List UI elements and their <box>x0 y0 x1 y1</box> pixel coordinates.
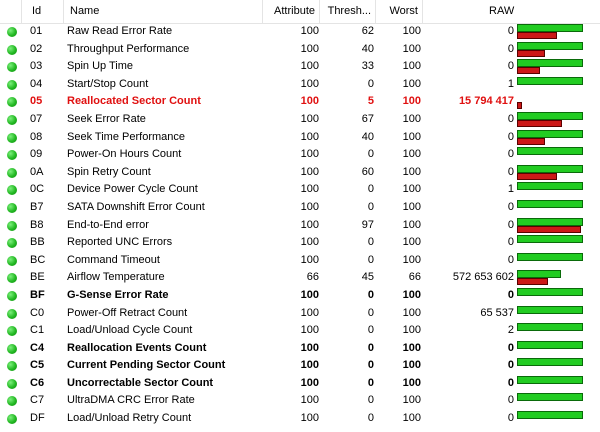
attribute-value: 100 <box>300 130 319 143</box>
health-bars <box>517 112 583 128</box>
threshold-bar <box>517 67 540 74</box>
attribute-threshold: 0 <box>367 253 374 266</box>
threshold-bar <box>517 226 581 233</box>
attribute-id: 01 <box>30 25 43 37</box>
attribute-worst: 100 <box>402 112 421 125</box>
attribute-worst: 100 <box>402 324 421 337</box>
health-bar <box>517 165 583 173</box>
attribute-name: Seek Time Performance <box>67 130 185 143</box>
attribute-worst: 100 <box>402 148 421 161</box>
attribute-raw: 0 <box>507 394 514 407</box>
health-bars <box>517 77 583 93</box>
column-header-worst[interactable]: Worst <box>376 0 423 23</box>
attribute-id: 03 <box>30 60 43 73</box>
attribute-worst: 100 <box>402 25 421 37</box>
status-ok-icon <box>7 27 17 37</box>
attribute-raw: 0 <box>507 218 514 231</box>
attribute-threshold: 0 <box>367 359 374 372</box>
health-bars <box>517 288 583 304</box>
column-header-name[interactable]: Name <box>64 0 263 23</box>
health-bars <box>517 411 583 427</box>
status-ok-icon <box>7 168 17 178</box>
attribute-threshold: 5 <box>367 95 374 108</box>
attribute-raw: 0 <box>507 130 514 143</box>
health-bar <box>517 235 583 243</box>
health-bars <box>517 341 583 357</box>
status-ok-icon <box>7 80 17 90</box>
attribute-name: Current Pending Sector Count <box>67 359 226 372</box>
status-ok-icon <box>7 203 17 213</box>
health-bars <box>517 358 583 374</box>
attribute-threshold: 40 <box>361 42 374 55</box>
attribute-value: 100 <box>300 324 319 337</box>
table-row[interactable] <box>0 234 600 252</box>
attribute-name: Raw Read Error Rate <box>67 25 173 37</box>
attribute-value: 100 <box>300 95 319 108</box>
health-bar <box>517 341 583 349</box>
attribute-id: C0 <box>30 306 45 319</box>
status-ok-icon <box>7 238 17 248</box>
attribute-threshold: 0 <box>367 376 374 389</box>
status-ok-icon <box>7 62 17 72</box>
attribute-name: Power-On Hours Count <box>67 148 182 161</box>
attribute-threshold: 0 <box>367 183 374 196</box>
attribute-value: 100 <box>300 165 319 178</box>
attribute-id: C6 <box>30 376 45 389</box>
status-ok-icon <box>7 273 17 283</box>
health-bars <box>517 393 583 409</box>
attribute-threshold: 0 <box>367 288 374 301</box>
attribute-id: 08 <box>30 130 43 143</box>
health-bar <box>517 306 583 314</box>
table-row[interactable] <box>0 217 600 235</box>
attribute-name: SATA Downshift Error Count <box>67 200 205 213</box>
attribute-value: 100 <box>300 288 319 301</box>
status-ok-icon <box>7 185 17 195</box>
threshold-bar <box>517 120 562 127</box>
attribute-id: BE <box>30 271 45 284</box>
health-bars <box>517 130 583 146</box>
health-bars <box>517 200 583 216</box>
status-ok-icon <box>7 344 17 354</box>
column-header-threshold[interactable]: Thresh... <box>320 0 376 23</box>
health-bars <box>517 253 583 269</box>
attribute-id: BB <box>30 236 45 249</box>
attribute-worst: 100 <box>402 183 421 196</box>
health-bars <box>517 147 583 163</box>
table-row[interactable] <box>0 41 600 59</box>
table-row[interactable] <box>0 76 600 94</box>
table-row[interactable] <box>0 58 600 76</box>
health-bar <box>517 130 583 138</box>
health-bar <box>517 288 583 296</box>
attribute-raw: 0 <box>507 376 514 389</box>
attribute-worst: 100 <box>402 306 421 319</box>
attribute-name: Power-Off Retract Count <box>67 306 188 319</box>
attribute-value: 100 <box>300 200 319 213</box>
status-ok-icon <box>7 309 17 319</box>
health-bar <box>517 77 583 85</box>
status-ok-icon <box>7 45 17 55</box>
health-bar <box>517 112 583 120</box>
attribute-raw: 1 <box>507 183 514 196</box>
attribute-id: BC <box>30 253 46 266</box>
status-ok-icon <box>7 97 17 107</box>
attribute-value: 66 <box>306 271 319 284</box>
health-bar <box>517 253 583 261</box>
status-ok-icon <box>7 361 17 371</box>
attribute-value: 100 <box>300 253 319 266</box>
column-header-raw[interactable]: RAW <box>489 5 515 17</box>
status-ok-icon <box>7 150 17 160</box>
column-header-id[interactable]: Id <box>22 0 64 23</box>
status-ok-icon <box>7 379 17 389</box>
attribute-raw: 0 <box>507 359 514 372</box>
attribute-worst: 100 <box>402 394 421 407</box>
attribute-raw: 0 <box>507 112 514 125</box>
attribute-worst: 100 <box>402 60 421 73</box>
attribute-id: 09 <box>30 148 43 161</box>
attribute-worst: 100 <box>402 130 421 143</box>
table-row[interactable] <box>0 111 600 129</box>
attribute-raw: 0 <box>507 288 514 301</box>
table-row[interactable] <box>0 146 600 164</box>
table-row[interactable] <box>0 357 600 375</box>
threshold-bar <box>517 102 522 109</box>
health-bar <box>517 411 583 419</box>
status-ok-icon <box>7 133 17 143</box>
table-row[interactable] <box>0 305 600 323</box>
threshold-bar <box>517 138 545 145</box>
health-bars <box>517 235 583 251</box>
attribute-raw: 1 <box>507 77 514 90</box>
attribute-value: 100 <box>300 183 319 196</box>
attribute-raw: 0 <box>507 200 514 213</box>
attribute-value: 100 <box>300 359 319 372</box>
attribute-raw: 0 <box>507 253 514 266</box>
attribute-raw: 0 <box>507 165 514 178</box>
attribute-raw: 572 653 602 <box>452 271 514 284</box>
health-bars <box>517 323 583 339</box>
attribute-raw: 0 <box>507 25 514 37</box>
attribute-raw: 0 <box>507 42 514 55</box>
health-bar <box>517 376 583 384</box>
health-bar <box>517 323 583 331</box>
table-row[interactable] <box>0 322 600 340</box>
threshold-bar <box>517 32 557 39</box>
table-row[interactable] <box>0 269 600 287</box>
table-row[interactable] <box>0 392 600 410</box>
attribute-id: DF <box>30 412 45 425</box>
attribute-value: 100 <box>300 394 319 407</box>
health-bars <box>517 165 583 181</box>
attribute-name: Device Power Cycle Count <box>67 183 198 196</box>
health-bars <box>517 306 583 322</box>
status-ok-icon <box>7 115 17 125</box>
attribute-id: BF <box>30 288 45 301</box>
attribute-name: UltraDMA CRC Error Rate <box>67 394 195 407</box>
attribute-threshold: 0 <box>367 341 374 354</box>
attribute-worst: 100 <box>402 42 421 55</box>
threshold-bar <box>517 50 545 57</box>
attribute-name: End-to-End error <box>67 218 149 231</box>
threshold-bar <box>517 278 548 285</box>
attribute-threshold: 0 <box>367 200 374 213</box>
attribute-name: Throughput Performance <box>67 42 190 55</box>
attribute-value: 100 <box>300 25 319 37</box>
attribute-id: 0C <box>30 183 45 196</box>
attribute-worst: 100 <box>402 288 421 301</box>
column-header-status[interactable] <box>0 0 22 23</box>
attribute-name: G-Sense Error Rate <box>67 288 169 301</box>
attribute-id: C4 <box>30 341 45 354</box>
attribute-worst: 100 <box>402 218 421 231</box>
attribute-id: C7 <box>30 394 45 407</box>
attribute-id: 07 <box>30 112 43 125</box>
health-bars <box>517 376 583 392</box>
attribute-name: Load/Unload Retry Count <box>67 412 192 425</box>
attribute-name: Command Timeout <box>67 253 160 266</box>
table-header <box>0 0 600 24</box>
attribute-name: Load/Unload Cycle Count <box>67 324 193 337</box>
attribute-id: C5 <box>30 359 45 372</box>
attribute-value: 100 <box>300 341 319 354</box>
attribute-raw: 15 794 417 <box>458 95 514 108</box>
attribute-name: Spin Up Time <box>67 60 134 73</box>
attribute-worst: 100 <box>402 376 421 389</box>
attribute-threshold: 45 <box>361 271 374 284</box>
health-bar <box>517 218 583 226</box>
attribute-id: C1 <box>30 324 45 337</box>
attribute-threshold: 97 <box>361 218 374 231</box>
status-ok-icon <box>7 256 17 266</box>
attribute-name: Start/Stop Count <box>67 77 149 90</box>
health-bar <box>517 147 583 155</box>
status-ok-icon <box>7 291 17 301</box>
attribute-raw: 0 <box>507 412 514 425</box>
attribute-value: 100 <box>300 60 319 73</box>
attribute-raw: 0 <box>507 236 514 249</box>
health-bar <box>517 59 583 67</box>
attribute-threshold: 0 <box>367 306 374 319</box>
attribute-id: B7 <box>30 200 44 213</box>
attribute-worst: 100 <box>402 77 421 90</box>
attribute-threshold: 67 <box>361 112 374 125</box>
attribute-value: 100 <box>300 218 319 231</box>
health-bars <box>517 42 583 58</box>
attribute-value: 100 <box>300 42 319 55</box>
table-row[interactable] <box>0 375 600 393</box>
health-bars <box>517 218 583 234</box>
health-bars <box>517 270 583 286</box>
table-row[interactable] <box>0 23 600 41</box>
attribute-value: 100 <box>300 236 319 249</box>
health-bars <box>517 94 583 110</box>
attribute-threshold: 0 <box>367 394 374 407</box>
attribute-name: Uncorrectable Sector Count <box>67 376 214 389</box>
threshold-bar <box>517 173 557 180</box>
status-ok-icon <box>7 326 17 336</box>
table-row[interactable] <box>0 129 600 147</box>
attribute-threshold: 60 <box>361 165 374 178</box>
attribute-raw: 0 <box>507 148 514 161</box>
attribute-worst: 100 <box>402 253 421 266</box>
attribute-worst: 100 <box>402 359 421 372</box>
attribute-worst: 100 <box>402 341 421 354</box>
attribute-worst: 100 <box>402 200 421 213</box>
column-header-attribute[interactable]: Attribute <box>263 0 320 23</box>
attribute-raw: 65 537 <box>480 306 514 319</box>
status-ok-icon <box>7 396 17 406</box>
attribute-name: Reported UNC Errors <box>67 236 173 249</box>
attribute-id: 02 <box>30 42 43 55</box>
attribute-worst: 100 <box>402 412 421 425</box>
smart-attribute-list <box>0 23 600 428</box>
attribute-raw: 2 <box>507 324 514 337</box>
attribute-id: B8 <box>30 218 44 231</box>
health-bar <box>517 42 583 50</box>
health-bar <box>517 270 561 278</box>
attribute-raw: 0 <box>507 341 514 354</box>
health-bar <box>517 200 583 208</box>
attribute-id: 05 <box>30 95 43 108</box>
health-bar <box>517 182 583 190</box>
attribute-value: 100 <box>300 376 319 389</box>
attribute-threshold: 40 <box>361 130 374 143</box>
attribute-name: Reallocated Sector Count <box>67 95 201 108</box>
status-ok-icon <box>7 414 17 424</box>
attribute-value: 100 <box>300 112 319 125</box>
attribute-name: Reallocation Events Count <box>67 341 207 354</box>
health-bar <box>517 24 583 32</box>
attribute-worst: 100 <box>402 165 421 178</box>
attribute-threshold: 0 <box>367 412 374 425</box>
health-bars <box>517 182 583 198</box>
table-row[interactable] <box>0 287 600 305</box>
attribute-worst: 100 <box>402 95 421 108</box>
health-bars <box>517 24 583 40</box>
table-row[interactable] <box>0 93 600 111</box>
attribute-name: Airflow Temperature <box>67 271 165 284</box>
table-row[interactable] <box>0 181 600 199</box>
attribute-value: 100 <box>300 306 319 319</box>
table-row[interactable] <box>0 164 600 182</box>
attribute-threshold: 33 <box>361 60 374 73</box>
attribute-threshold: 0 <box>367 77 374 90</box>
table-row[interactable] <box>0 340 600 358</box>
table-row[interactable] <box>0 410 600 428</box>
attribute-worst: 66 <box>408 271 421 284</box>
health-bar <box>517 358 583 366</box>
attribute-id: 0A <box>30 165 44 178</box>
health-bar <box>517 393 583 401</box>
attribute-worst: 100 <box>402 236 421 249</box>
attribute-name: Spin Retry Count <box>67 165 151 178</box>
attribute-id: 04 <box>30 77 43 90</box>
status-ok-icon <box>7 221 17 231</box>
attribute-threshold: 0 <box>367 236 374 249</box>
attribute-value: 100 <box>300 77 319 90</box>
attribute-threshold: 62 <box>361 25 374 37</box>
attribute-threshold: 0 <box>367 324 374 337</box>
attribute-threshold: 0 <box>367 148 374 161</box>
table-row[interactable] <box>0 252 600 270</box>
table-row[interactable] <box>0 199 600 217</box>
attribute-value: 100 <box>300 148 319 161</box>
attribute-name: Seek Error Rate <box>67 112 146 125</box>
attribute-raw: 0 <box>507 60 514 73</box>
health-bars <box>517 59 583 75</box>
attribute-value: 100 <box>300 412 319 425</box>
